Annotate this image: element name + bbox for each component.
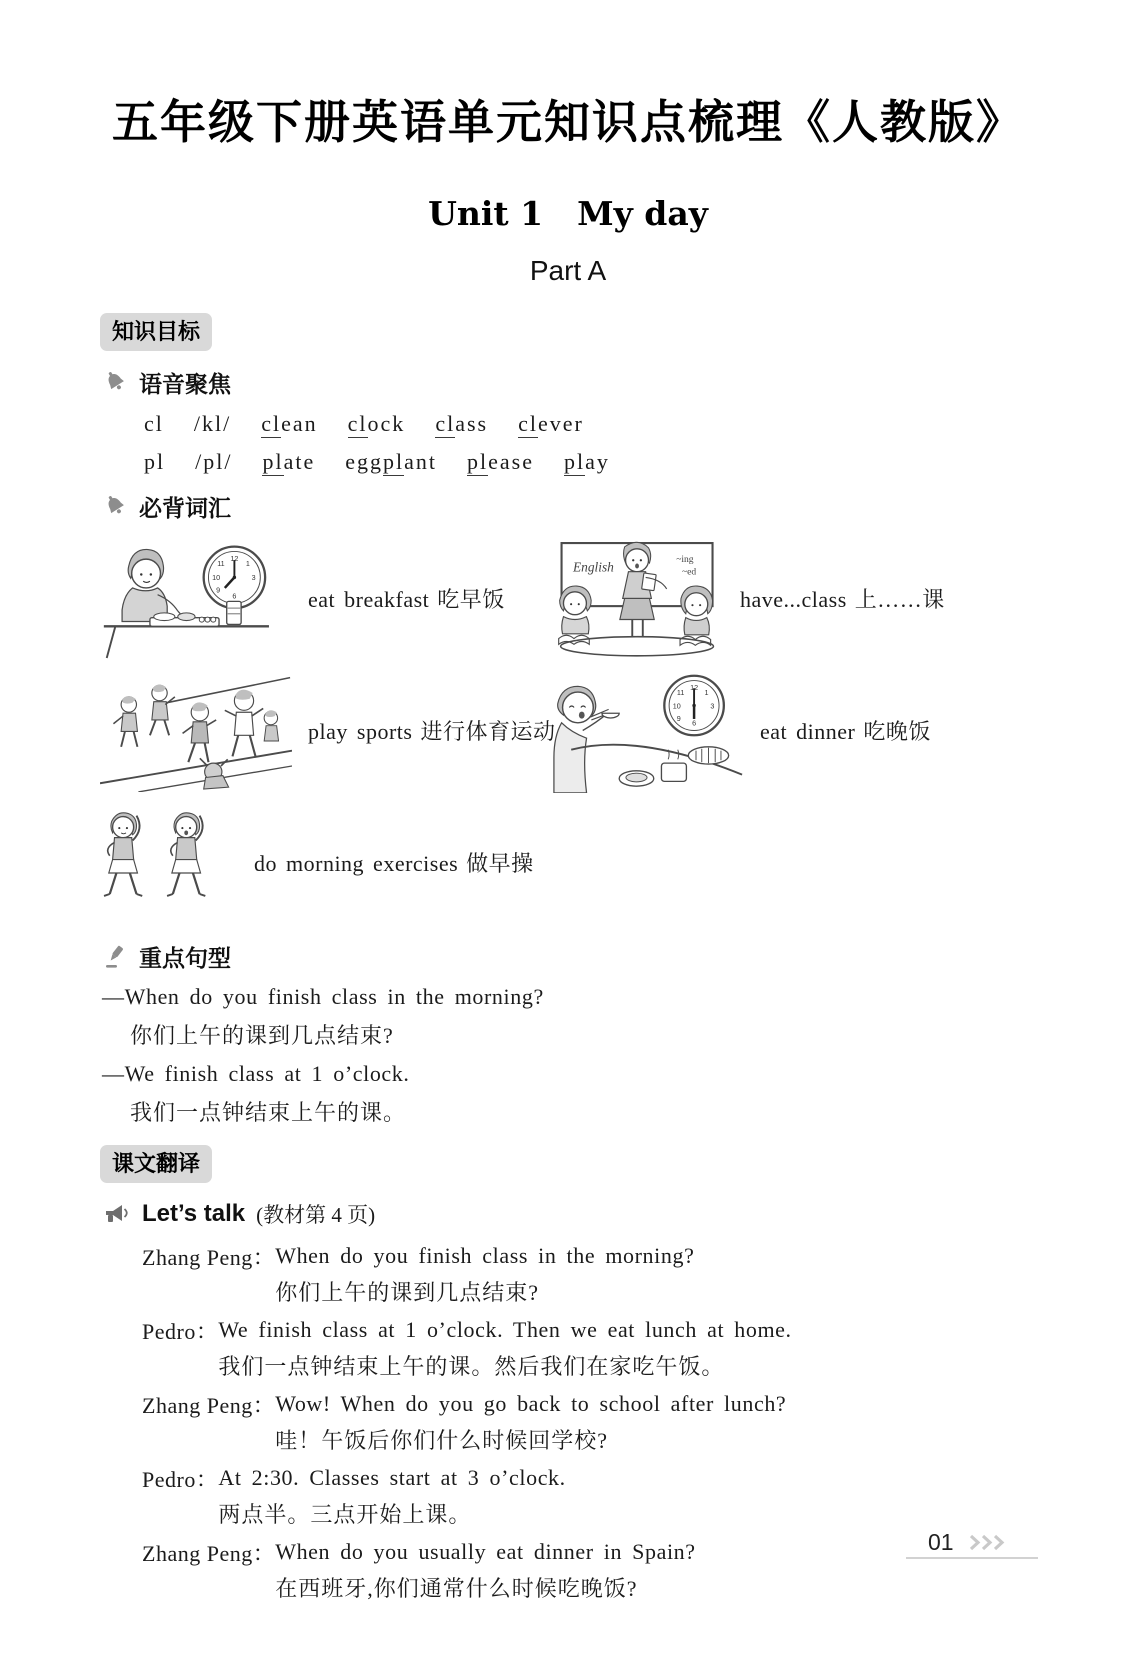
dialogue-speaker: Pedro：: [142, 1319, 219, 1344]
vocab-chinese: 进行体育运动: [420, 718, 556, 744]
vocab-caption: [254, 847, 534, 878]
megaphone-icon: [104, 1203, 131, 1225]
boy-eating-breakfast-illustration: [100, 537, 292, 659]
dialogue-english: When do you usually eat dinner in Spain?: [275, 1539, 696, 1564]
bell-icon: [104, 370, 126, 395]
vocab-caption: [760, 715, 931, 746]
svg-text:12: 12: [690, 683, 699, 693]
phonics-word: [345, 449, 437, 475]
page-number: 01: [928, 1528, 954, 1555]
svg-text:9: 9: [216, 585, 221, 595]
phonics-cluster: pl: [144, 449, 166, 474]
knowledge-goal-badge: 知识目标: [100, 313, 212, 351]
svg-text:12: 12: [230, 554, 239, 564]
svg-text:10: 10: [212, 573, 221, 583]
sentence-chinese: 我们一点钟结束上午的课。: [130, 1100, 407, 1125]
document-title: 五年级下册英语单元知识点梳理《人教版》: [112, 95, 1024, 149]
underlined-letters: cl: [261, 411, 282, 436]
svg-text:3: 3: [710, 701, 715, 711]
page-footer: [906, 1529, 1038, 1560]
boy-eating-dinner-illustration: [552, 667, 744, 793]
vocab-english: do morning exercises: [254, 850, 459, 876]
vocab-chinese: 上……课: [854, 586, 945, 612]
svg-text:6: 6: [692, 718, 697, 728]
dialogue-body: [275, 1389, 786, 1456]
word-suffix: ock: [367, 411, 406, 436]
vocab-item-have-class: [552, 535, 1036, 661]
phonics-rows: [144, 411, 1036, 475]
vocab-chinese: 做早操: [466, 850, 534, 876]
triple-chevron-icon: [969, 1534, 1009, 1551]
underlined-letters: cl: [435, 411, 456, 436]
footer-rule: [906, 1557, 1038, 1560]
teacher-and-students-illustration: [552, 537, 724, 659]
dialogue-speaker: Zhang Peng：: [142, 1541, 276, 1566]
lesson-heading-row: [104, 1199, 1036, 1229]
dialogue-chinese: 我们一点钟结束上午的课。然后我们在家吃午饭。: [218, 1354, 725, 1379]
sentence-english: —We finish class at 1 o’clock.: [102, 1061, 410, 1086]
marker-pen-icon: [104, 944, 126, 969]
phonics-word: [435, 411, 488, 437]
vocab-caption: [308, 715, 555, 746]
svg-text:10: 10: [672, 701, 681, 711]
sentence-chinese: 你们上午的课到几点结束?: [130, 1023, 394, 1048]
dialogue-entry: [142, 1463, 1036, 1530]
knowledge-goal-section: [100, 287, 1036, 1127]
phonics-word: [261, 411, 317, 437]
unit-label: Unit 1: [428, 194, 544, 233]
svg-text:~ing: ~ing: [676, 554, 694, 566]
dialogue-list: [142, 1241, 1036, 1604]
phonics-cluster: cl: [144, 411, 164, 436]
vocabulary-grid: [100, 535, 1036, 925]
vocab-item-eat-breakfast: [100, 535, 552, 661]
vocab-english: have...class: [740, 586, 847, 612]
vocab-caption: [740, 583, 945, 614]
phonics-word: [518, 411, 584, 437]
svg-text:3: 3: [251, 573, 256, 583]
phonics-row: [144, 411, 1036, 437]
page-content: [0, 86, 1128, 1604]
lesson-label: Let’s talk: [142, 1200, 246, 1227]
unit-name: My day: [577, 194, 708, 233]
vocabulary-heading: 必背词汇: [139, 495, 231, 521]
dialogue-chinese: 你们上午的课到几点结束?: [275, 1280, 539, 1305]
word-suffix: ever: [537, 411, 584, 436]
dialogue-entry: [142, 1315, 1036, 1382]
svg-text:1: 1: [704, 687, 709, 697]
vocab-chinese: 吃晚饭: [863, 718, 931, 744]
dialogue-chinese: 两点半。三点开始上课。: [218, 1502, 472, 1527]
phonics-word: [262, 449, 315, 475]
underlined-letters: cl: [347, 411, 368, 436]
vocabulary-heading-row: [104, 490, 1036, 523]
dialogue-body: [218, 1315, 791, 1382]
sentence-list: [102, 984, 1036, 1127]
children-playing-sports-illustration: [100, 668, 292, 792]
svg-text:6: 6: [232, 591, 237, 601]
vocab-item-eat-dinner: [552, 667, 1036, 793]
vocab-chinese: 吃早饭: [437, 586, 505, 612]
sentences-heading: 重点句型: [139, 945, 231, 971]
dialogue-english: We finish class at 1 o’clock. Then we eat lunch at home.: [218, 1317, 792, 1342]
underlined-letters: cl: [518, 411, 538, 436]
phonics-word: [348, 411, 406, 437]
sentence-english: —When do you finish class in the morning?: [102, 984, 544, 1009]
word-suffix: ate: [283, 449, 316, 474]
dialogue-entry: [142, 1389, 1036, 1456]
part-title: Part A: [529, 255, 607, 286]
underlined-letters: pl: [564, 449, 586, 474]
vocab-english: eat dinner: [760, 718, 856, 744]
dialogue-entry: [142, 1241, 1036, 1308]
underlined-letters: pl: [262, 449, 284, 474]
svg-text:11: 11: [217, 558, 225, 568]
vocab-item-play-sports: [100, 667, 556, 793]
unit-title: [100, 194, 1036, 233]
dialogue-speaker: Zhang Peng：: [142, 1393, 276, 1418]
dialogue-chinese: 在西班牙,你们通常什么时候吃晚饭?: [275, 1576, 638, 1601]
lesson-page-reference: (教材第 4 页): [256, 1203, 376, 1227]
phonics-word: [564, 449, 610, 475]
vocab-english: eat breakfast: [308, 586, 430, 612]
phonics-ipa: /kl/: [193, 411, 232, 436]
translation-badge: 课文翻译: [100, 1145, 212, 1183]
vocab-caption: [308, 583, 505, 614]
word-suffix: ant: [404, 449, 438, 474]
phonics-ipa: /pl/: [195, 449, 233, 474]
sentences-heading-row: [104, 940, 1036, 973]
translation-section: [100, 1127, 1036, 1604]
word-suffix: ease: [488, 449, 535, 474]
word-suffix: ay: [585, 449, 610, 474]
kids-doing-morning-exercises-illustration: [100, 808, 238, 916]
underlined-letters: pl: [383, 449, 405, 474]
svg-text:11: 11: [676, 687, 685, 697]
dialogue-english: Wow! When do you go back to school after lunch?: [275, 1391, 787, 1416]
svg-text:~ed: ~ed: [681, 566, 697, 578]
svg-text:1: 1: [245, 558, 250, 568]
svg-text:English: English: [573, 559, 614, 575]
dialogue-body: [275, 1241, 694, 1308]
vocab-grid-spacer: [552, 799, 1036, 925]
word-suffix: ass: [455, 411, 489, 436]
dialogue-chinese: 哇！午饭后你们什么时候回学校?: [275, 1428, 608, 1453]
underlined-letters: pl: [467, 449, 489, 474]
dialogue-english: At 2:30. Classes start at 3 o’clock.: [218, 1465, 566, 1490]
footer-row: [906, 1529, 1038, 1556]
dialogue-english: When do you finish class in the morning?: [275, 1243, 695, 1268]
phonics-heading-row: [104, 366, 1036, 399]
phonics-row: [144, 449, 1036, 475]
phonics-word: [467, 449, 534, 475]
bell-icon: [104, 494, 126, 519]
phonics-heading: 语音聚焦: [139, 371, 231, 397]
dialogue-speaker: Pedro：: [142, 1467, 219, 1492]
dialogue-body: [218, 1463, 565, 1530]
word-suffix: ean: [281, 411, 318, 436]
svg-text:9: 9: [676, 713, 681, 723]
vocab-english: play sports: [308, 718, 413, 744]
word-prefix: egg: [345, 449, 384, 474]
dialogue-speaker: Zhang Peng：: [142, 1245, 276, 1270]
vocab-item-do-morning-exercises: [100, 799, 552, 925]
